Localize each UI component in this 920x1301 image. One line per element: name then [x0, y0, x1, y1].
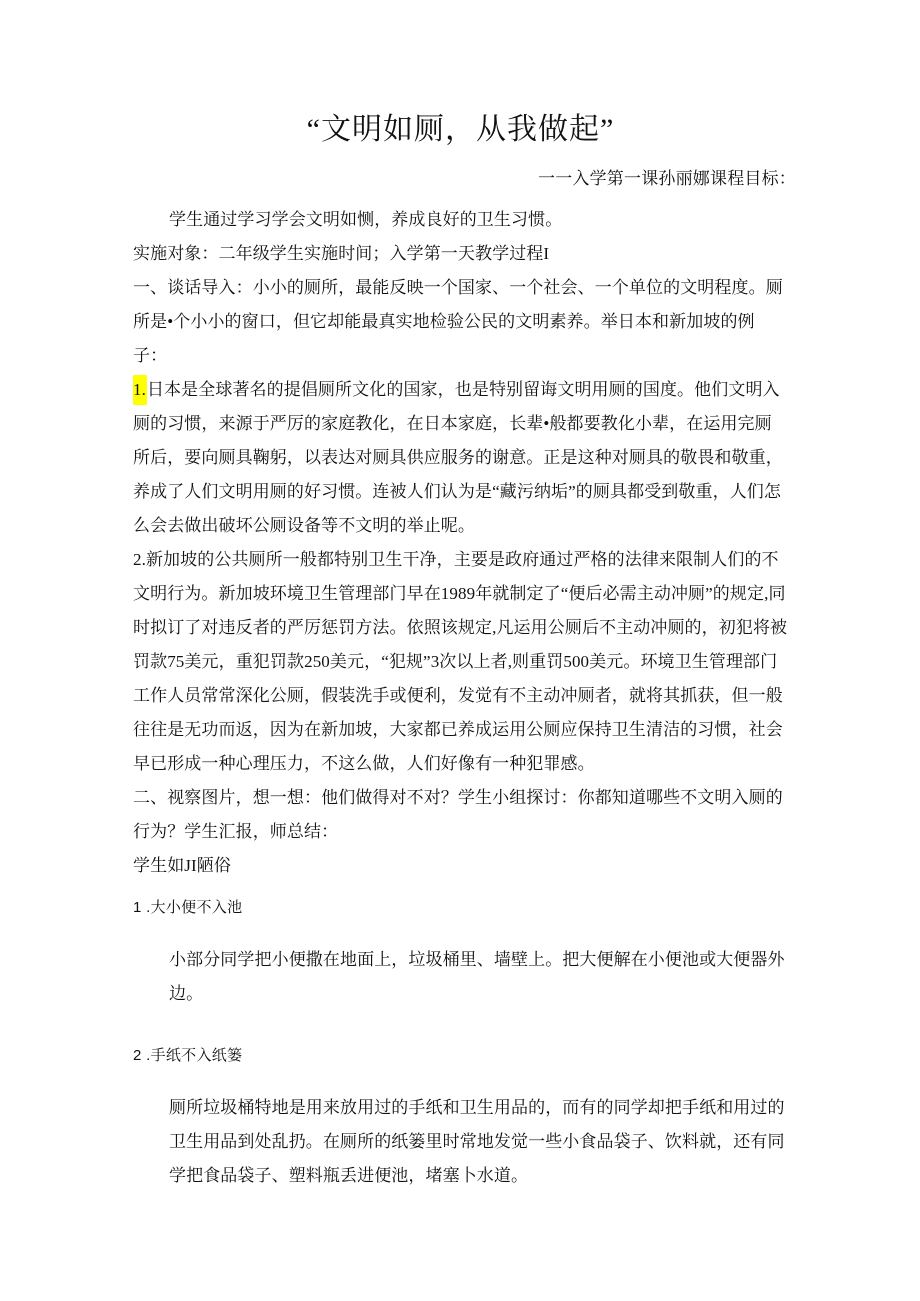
document-body — [133, 110, 796, 1193]
spacer — [133, 1011, 788, 1029]
subsection-paragraph: 小部分同学把小便撒在地面上，垃圾桶里、墙壁上。把大便解在小便池或大便器外边。 — [169, 950, 785, 1003]
item-number-highlight: 1. — [133, 375, 147, 405]
doc-title: “文明如厕，从我做起” — [306, 113, 615, 146]
implementation-info: 实施对象：二年级学生实施时间；入学第一天教学过程I — [133, 244, 550, 263]
course-objective: 学生通过学习学会文明如恻，养成良好的卫生习惯。 — [169, 210, 563, 229]
japan-example-text: 日本是全球著名的提倡厕所文化的国家，也是特别留诲文明用厕的国度。他们文明入厕的习惯，来源于严厉的家庭教化，在日本家庭，长辈•般都要教化小辈，在运用完厕所后，要向厕具鞠躬，以表达对厕具供应服务的谢意。正是这种对厕具的敬畏和敬重，养成了人们文明用厕的好习惯。连被人们认为是“藏污纳垢”的厕具都受到敬重，人们怎么会去做出破坏公厕设备等不文明的举止呢。 — [133, 380, 783, 535]
student-habits-label: 学生如JI陋俗 — [133, 856, 231, 875]
section-intro-paragraph: 一、谈话导入：小小的厕所，最能反映一个国家、一个社会、一个单位的文明程度。厕所是•个小小的窗口，但它却能最真实地检验公民的文明素养。举日本和新加坡的例子： — [133, 278, 783, 365]
doc-subtitle: 一一入学第一课孙丽娜课程目标： — [538, 169, 796, 188]
subsection-paragraph: 厕所垃圾桶特地是用来放用过的手纸和卫生用品的，而有的同学却把手纸和用过的卫生用品到处乱扔。在厕所的纸篓里时常地发觉一些小食品袋子、饮料就，还有同学把食品袋子、塑料瓶丢进便池，堵塞卜水道。 — [169, 1098, 785, 1185]
singapore-example-paragraph: 2.新加坡的公共厕所一般都特别卫生干净，主要是政府通过严格的法律来限制人们的不文明行为。新加坡环境卫生管理部门早在1989年就制定了“便后必需主动冲厕”的规定,同时拟订了对违反者的严厉惩罚方法。依照该规定,凡运用公厕后不主动冲厕的，初犯将被罚款75美元，重犯罚款250美元，“犯规”3次以上者,则重罚500美元。环境卫生管理部门工作人员常常深化公厕，假装洗手或便利，发觉有不主动冲厕者，就将其抓获，但一般往往是无功而返，因为在新加坡，大家都已养成运用公厕应保持卫生清洁的习惯，社会早已形成一种心理压力，不这么做，人们好像有一种犯罪感。 — [133, 550, 788, 773]
japan-example-paragraph — [133, 373, 788, 543]
section-observe-paragraph: 二、视察图片，想一想：他们做得对不对？学生小组探讨：你都知道哪些不文明入厕的行为？学生汇报，师总结： — [133, 788, 783, 841]
subsection-heading: 2 .手纸不入纸篓 — [133, 1047, 243, 1064]
subsection-heading: 1 .大小便不入池 — [133, 899, 243, 916]
